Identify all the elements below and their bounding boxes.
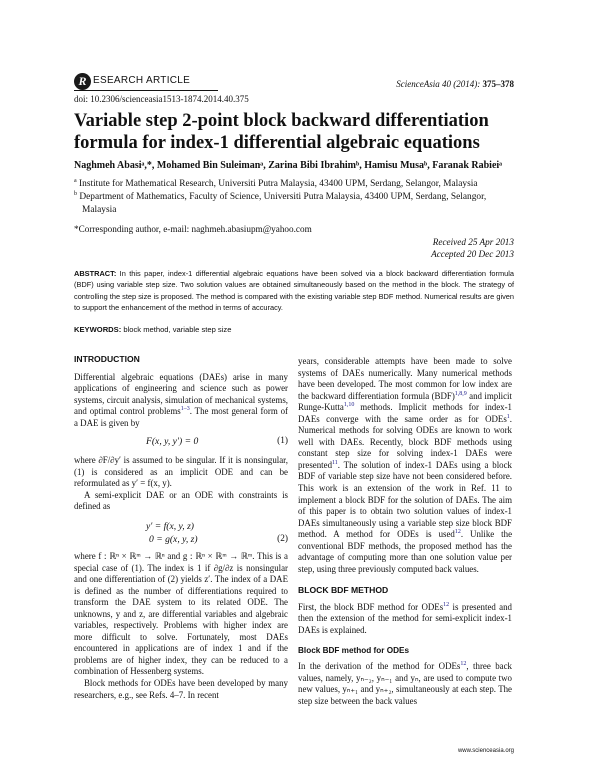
abstract: ABSTRACT: In this paper, index-1 differential algebraic equations have been solved via a block backward differentiation formula (BDF) using variable step size. Two solution values are obtained simultaneously based on the method in the block. The strategy of controlling the step size is proposed. The method is compared with the existing variable step BDF method. Numerical results are given to support the enhancement of the method in terms of accuracy.: [74, 269, 514, 312]
affiliation-a: $^a$ Institute for Mathematical Research, Universiti Putra Malaysia, 43400 UPM, Serdang, Selangor, Malaysia: [74, 177, 478, 189]
intro-paragraph-5: Block methods for ODEs have been developed by many researchers, e.g., see Refs. 4–7. In recent: [74, 678, 288, 700]
corresponding-author: *Corresponding author, e-mail: naghmeh.abasiupm@yahoo.com: [74, 224, 312, 234]
accepted-date: Accepted 20 Dec 2013: [431, 249, 514, 259]
intro-paragraph-6: years, considerable attempts have been made to solve systems of DAEs numerically. Many numerical methods have been developed. The most common for low index are the backward differentiation formula (BDF)$^{1,8,9}$ and implicit Runge-Kutta$^{1,10}$ methods. Implicit methods for index-1 DAEs converge with the same order as for ODEs$^1$. Numerical methods for solving ODEs are known to work well with DAEs. Recently, block BDF methods using constant step size for solving index-1 DAEs were presented$^{11}$. The solution of index-1 DAEs using a block BDF of variable step size have not been considered before. This work is an extension of the work in Ref. 11 to implement a block BDF for the solution of DAEs. The aim of this paper is to obtain two solution values of index-1 DAEs simultaneously using a variable step size block BDF method. A method for ODEs is used$^{12}$. Unlike the conventional BDF methods, the proposed method has the advantage of computing more than one solution value per step, using three previously computed back values.: [298, 356, 513, 574]
intro-paragraph-2: where ∂F/∂y′ is assumed to be singular. If it is nonsingular, (1) is considered as an implicit ODE and can be reformulated as y′ = f(x, y).: [74, 455, 288, 489]
article-type-label: ESEARCH ARTICLE: [93, 75, 191, 86]
intro-paragraph-3: A semi-explicit DAE or an ODE with constraints is defined as: [74, 489, 288, 512]
journal-citation: ScienceAsia 40 (2014): 375–378: [396, 79, 514, 89]
footer-website[interactable]: www.scienceasia.org: [457, 748, 514, 754]
equation-1: F(x, y, y′) = 0 (1): [146, 436, 288, 448]
introduction-heading: INTRODUCTION: [74, 354, 140, 364]
author-list: Naghmeh Abasiᵃ,*, Mohamed Bin Suleimanᵃ, Zarina Bibi Ibrahimᵇ, Hamisu Musaᵇ, Faranak Rabieiᵃ: [74, 160, 503, 171]
block-bdf-heading: BLOCK BDF METHOD: [298, 585, 389, 596]
block-bdf-odes-subheading: Block BDF method for ODEs: [298, 645, 409, 655]
doi[interactable]: doi: 10.2306/scienceasia1513-1874.2014.40.375: [74, 94, 249, 104]
received-date: Received 25 Apr 2013: [432, 237, 514, 247]
paper-title: Variable step 2-point block backward differentiation formula for index-1 differential algebraic equations: [74, 111, 489, 153]
equation-2: y′ = f(x, y, z) 0 = g(x, y, z) (2): [146, 521, 288, 546]
method-paragraph-1: First, the block BDF method for ODEs$^{12}$ is presented and then the extension of the method for semi-explicit index-1 DAEs is explained.: [298, 601, 512, 636]
affiliation-b: $^b$ Department of Mathematics, Faculty of Science, Universiti Putra Malaysia, 43400 UPM, Serdang, Selangor, Malaysia: [74, 190, 487, 215]
research-article-logo: R: [74, 73, 91, 90]
keywords: KEYWORDS: block method, variable step size: [74, 325, 232, 334]
header-rule: [74, 90, 218, 91]
intro-paragraph-1: Differential algebraic equations (DAEs) arise in many applications of engineering and science such as power systems, circuit analysis, simulation of mechanical systems, and optimal control problems$^{1-3}$. The most general form of a DAE is given by: [74, 371, 288, 428]
left-column: [74, 354, 288, 701]
method-paragraph-2: In the derivation of the method for ODEs$^{12}$, three back values, namely, yₙ₋₂, yₙ₋₁ and yₙ, are used to compute two new values, yₙ₊₁ and yₙ₊₂, simultaneously at each step. The step size between the back values: [298, 661, 512, 706]
right-column: [298, 356, 512, 707]
intro-paragraph-4: where f : ℝⁿ × ℝᵐ → ℝⁿ and g : ℝⁿ × ℝᵐ → ℝᵐ. This is a special case of (1). The index is 1 if ∂g/∂z is nonsingular and one differentiation of (2) yields z′. The index of a DAE is defined as the number of differentiations required to transform the DAE system to its related ODE. The unknowns, y and z, are differential variables and algebraic variables, respectively. Problems with higher index are more difficult to solve. Fortunately, most DAEs encountered in applications are of index 1 and if the problems are of higher index, they can be reduced to a combination of Hessenberg systems.: [74, 551, 288, 677]
